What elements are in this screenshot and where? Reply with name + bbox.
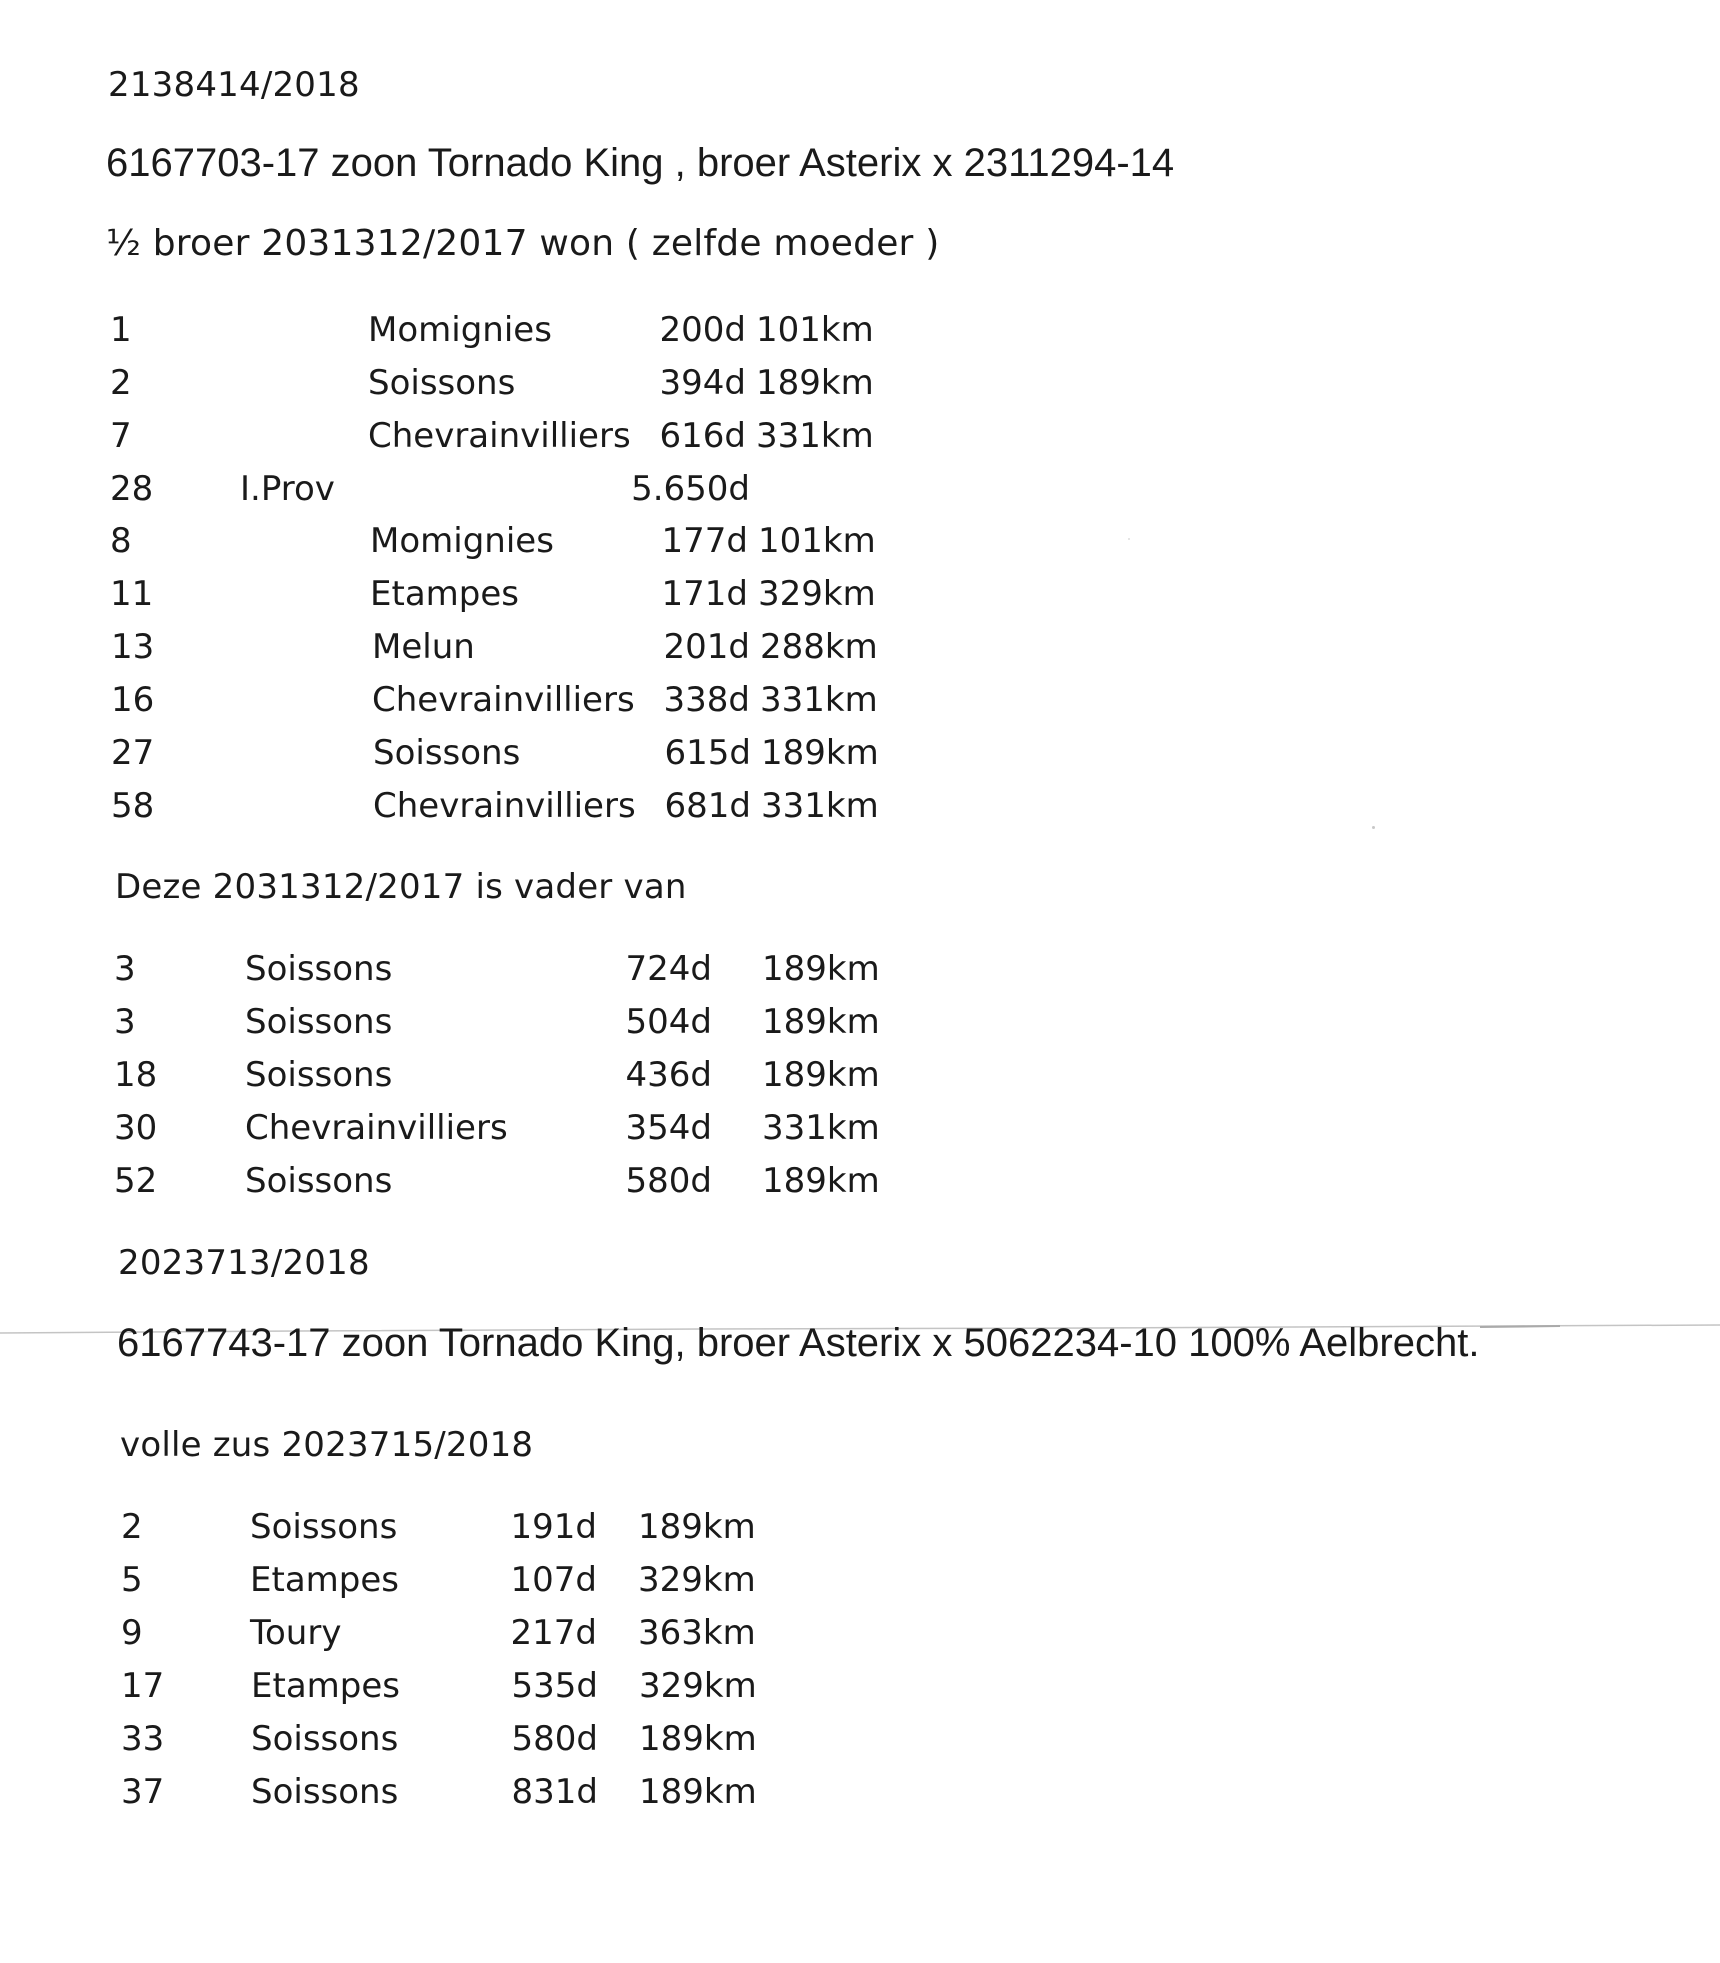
- birds: 200d: [659, 310, 746, 350]
- birds: 177d: [661, 521, 748, 561]
- table-row: [121, 1505, 821, 1549]
- place: 3: [114, 949, 136, 989]
- race: Etampes: [250, 1560, 399, 1600]
- scan-speck: [1128, 538, 1130, 540]
- place: 30: [114, 1108, 158, 1148]
- birds: 394d: [659, 363, 746, 403]
- distance: 189km: [639, 1772, 757, 1812]
- race: Toury: [250, 1613, 342, 1653]
- table-row: [121, 1558, 821, 1602]
- place: 7: [110, 416, 132, 456]
- table-row: [114, 947, 904, 991]
- race: Soissons: [245, 1002, 393, 1042]
- race: Soissons: [251, 1772, 399, 1812]
- race: Melun: [372, 627, 475, 667]
- table-row: [110, 467, 890, 511]
- race: Soissons: [250, 1507, 398, 1547]
- place: 27: [111, 733, 155, 773]
- place: 9: [121, 1613, 143, 1653]
- table-row: [111, 731, 891, 775]
- table-row: [111, 678, 891, 722]
- race: Soissons: [245, 1055, 393, 1095]
- birds: 504d: [625, 1002, 712, 1042]
- distance: 101km: [756, 310, 874, 350]
- place: 16: [111, 680, 155, 720]
- race: Chevrainvilliers: [245, 1108, 508, 1148]
- distance: 331km: [756, 416, 874, 456]
- place: 2: [121, 1507, 143, 1547]
- distance: 101km: [758, 521, 876, 561]
- relation-line-2: Deze 2031312/2017 is vader van: [115, 867, 687, 907]
- birds: 580d: [511, 1719, 598, 1759]
- relation-line-3: volle zus 2023715/2018: [120, 1425, 534, 1465]
- table-row: [111, 625, 891, 669]
- birds: 681d: [664, 786, 751, 826]
- race: Soissons: [368, 363, 516, 403]
- birds: 724d: [625, 949, 712, 989]
- table-row: [121, 1770, 821, 1814]
- table-row: [111, 784, 891, 828]
- race: Chevrainvilliers: [373, 786, 636, 826]
- distance: 329km: [639, 1666, 757, 1706]
- race: Momignies: [370, 521, 554, 561]
- place: 5: [121, 1560, 143, 1600]
- table-row: [121, 1717, 821, 1761]
- place: 1: [110, 310, 132, 350]
- distance: 331km: [760, 680, 878, 720]
- place: 28: [110, 469, 154, 509]
- birds: 191d: [510, 1507, 597, 1547]
- place: 17: [121, 1666, 165, 1706]
- distance: 329km: [758, 574, 876, 614]
- birds: 354d: [625, 1108, 712, 1148]
- place: 58: [111, 786, 155, 826]
- place: 8: [110, 521, 132, 561]
- distance: 189km: [756, 363, 874, 403]
- place: 37: [121, 1772, 165, 1812]
- table-row: [114, 1000, 904, 1044]
- place: 13: [111, 627, 155, 667]
- birds: 580d: [625, 1161, 712, 1201]
- distance: 363km: [638, 1613, 756, 1653]
- place: 3: [114, 1002, 136, 1042]
- race: Momignies: [368, 310, 552, 350]
- distance: 329km: [638, 1560, 756, 1600]
- table-row: [121, 1611, 821, 1655]
- pedigree-line-2: 6167743-17 zoon Tornado King, broer Asterix x 5062234-10 100% Aelbrecht.: [117, 1321, 1480, 1365]
- table-row: [114, 1159, 904, 1203]
- table-row: [110, 572, 890, 616]
- birds: 217d: [510, 1613, 597, 1653]
- distance: 331km: [761, 786, 879, 826]
- birds: 436d: [625, 1055, 712, 1095]
- distance: 189km: [762, 1161, 880, 1201]
- table-row: [110, 361, 890, 405]
- distance: 189km: [638, 1507, 756, 1547]
- place: 18: [114, 1055, 158, 1095]
- relation-line-1: ½ broer 2031312/2017 won ( zelfde moeder ): [106, 223, 940, 264]
- distance: 189km: [762, 1055, 880, 1095]
- table-row: [114, 1106, 904, 1150]
- place: 2: [110, 363, 132, 403]
- race: Soissons: [245, 949, 393, 989]
- race: Soissons: [251, 1719, 399, 1759]
- pedigree-line-1: 6167703-17 zoon Tornado King , broer Asterix x 2311294-14: [106, 141, 1175, 185]
- distance: 331km: [762, 1108, 880, 1148]
- birds: 171d: [661, 574, 748, 614]
- ring-number-2: 2023713/2018: [118, 1243, 370, 1283]
- race: Chevrainvilliers: [372, 680, 635, 720]
- race: Etampes: [370, 574, 519, 614]
- distance: 288km: [760, 627, 878, 667]
- table-row: [121, 1664, 821, 1708]
- birds: 831d: [511, 1772, 598, 1812]
- scan-speck: [1372, 826, 1375, 829]
- distance: 189km: [639, 1719, 757, 1759]
- birds: 535d: [511, 1666, 598, 1706]
- birds: 615d: [664, 733, 751, 773]
- birds: 616d: [659, 416, 746, 456]
- note: I.Prov: [240, 469, 335, 509]
- place: 11: [110, 574, 154, 614]
- table-row: [110, 519, 890, 563]
- birds: 338d: [663, 680, 750, 720]
- table-row: [110, 308, 890, 352]
- race: Chevrainvilliers: [368, 416, 631, 456]
- birds: 107d: [510, 1560, 597, 1600]
- race: Soissons: [373, 733, 521, 773]
- birds: 201d: [663, 627, 750, 667]
- distance: 189km: [761, 733, 879, 773]
- table-row: [110, 414, 890, 458]
- distance: 189km: [762, 1002, 880, 1042]
- race: Soissons: [245, 1161, 393, 1201]
- birds: 5.650d: [631, 469, 750, 509]
- place: 52: [114, 1161, 158, 1201]
- distance: 189km: [762, 949, 880, 989]
- table-row: [114, 1053, 904, 1097]
- ring-number-1: 2138414/2018: [108, 65, 360, 105]
- race: Etampes: [251, 1666, 400, 1706]
- place: 33: [121, 1719, 165, 1759]
